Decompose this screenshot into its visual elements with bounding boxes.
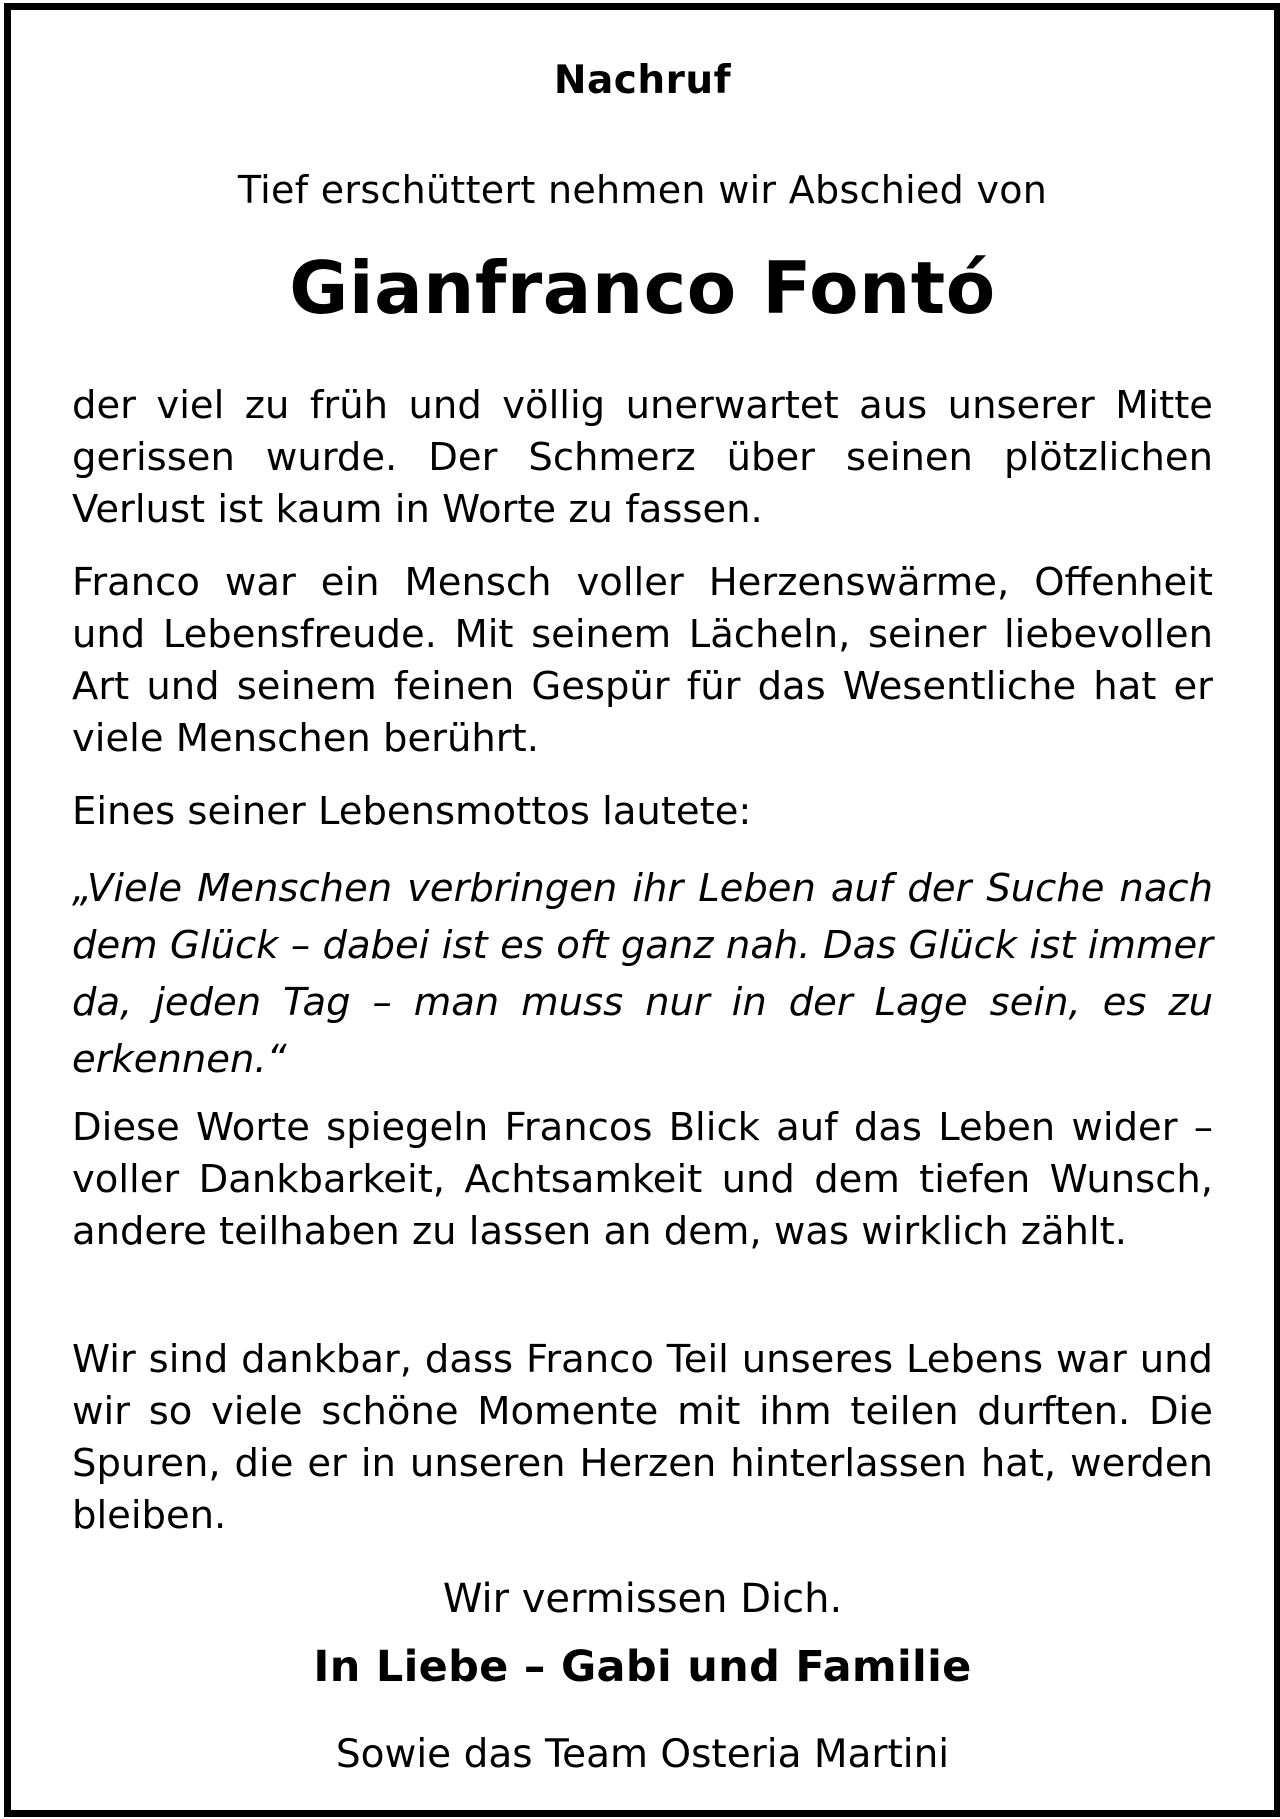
additional-signature: Sowie das Team Osteria Martini bbox=[335, 1732, 950, 1777]
paragraph-1: der viel zu früh und völlig unerwartet aus unserer Mitte gerissen wurde. Der Schmerz über seinen plötzlichen Verlust ist kaum in Worte zu fassen. bbox=[72, 383, 1213, 532]
notice-intro: Tief erschüttert nehmen wir Abschied von bbox=[237, 168, 1048, 212]
paragraph-3: Eines seiner Lebensmottos lautete: bbox=[72, 789, 752, 834]
paragraph-2: Franco war ein Mensch voller Herzenswärme, Offenheit und Lebensfreude. Mit seinem Lächeln, seiner liebevollen Art und seinem feinen Gespür für das Wesentliche hat er viele Menschen berührt. bbox=[72, 560, 1213, 761]
paragraph-5: Diese Worte spiegeln Francos Blick auf das Leben wider – voller Dankbarkeit, Achtsamkeit und dem tiefen Wunsch, andere teilhaben zu lassen an dem, was wirklich zählt. bbox=[72, 1105, 1213, 1254]
signature-line: In Liebe – Gabi und Familie bbox=[313, 1642, 972, 1692]
paragraph-6: Wir sind dankbar, dass Franco Teil unseres Lebens war und wir so viele schöne Momente mit ihm teilen durften. Die Spuren, die er in unseren Herzen hinterlassen hat, werden bleiben. bbox=[72, 1337, 1213, 1538]
life-motto-quote: „Viele Menschen verbringen ihr Leben auf der Suche nach dem Glück – dabei ist es oft ganz nah. Das Glück ist immer da, jeden Tag – man muss nur in der Lage sein, es zu erkennen.“ bbox=[72, 866, 1213, 1082]
deceased-name: Gianfranco Fontó bbox=[289, 246, 996, 330]
obituary-frame bbox=[4, 3, 1280, 1817]
closing-line: Wir vermissen Dich. bbox=[442, 1576, 843, 1622]
obituary-content bbox=[72, 10, 1213, 1810]
notice-heading: Nachruf bbox=[553, 58, 732, 103]
